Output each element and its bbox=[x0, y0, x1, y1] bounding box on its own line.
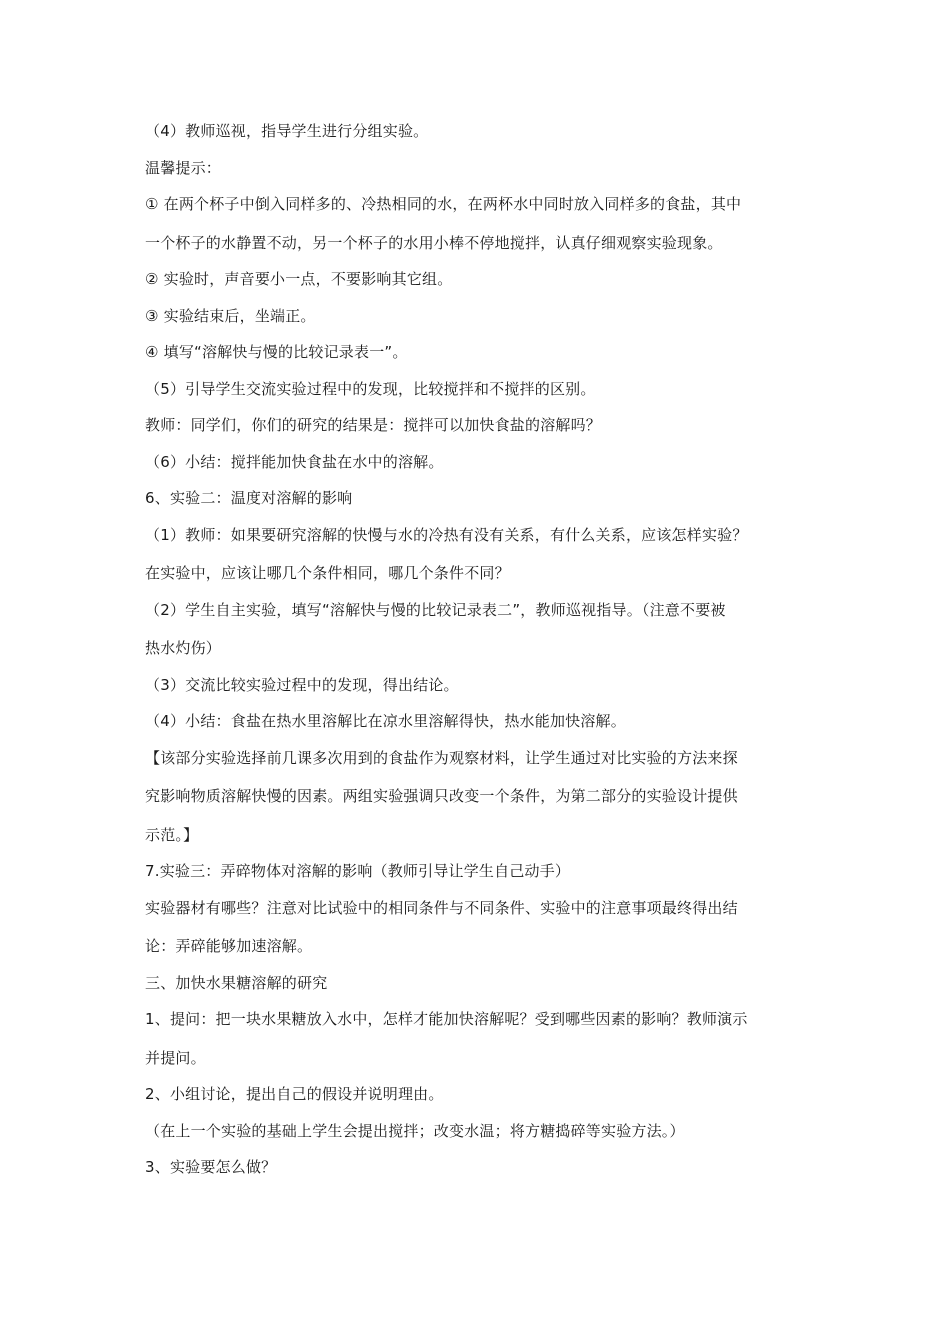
paragraph-exp2-step-1 bbox=[145, 524, 810, 585]
paragraph-step-6-summary bbox=[145, 451, 810, 473]
paragraph-line: 并提问。 bbox=[145, 1048, 206, 1067]
paragraph-tip-3 bbox=[145, 305, 810, 327]
document-body bbox=[145, 120, 810, 1193]
paragraph-line: （6）小结：搅拌能加快食盐在水中的溶解。 bbox=[145, 452, 444, 471]
paragraph-section-3-heading bbox=[145, 972, 810, 994]
paragraph-line: （在上一个实验的基础上学生会提出搅拌；改变水温；将方糖捣碎等实验方法。） bbox=[145, 1121, 685, 1140]
paragraph-line: 热水灼伤） bbox=[145, 639, 222, 657]
paragraph-line: （4）教师巡视，指导学生进行分组实验。 bbox=[145, 122, 429, 140]
paragraph-experiment-3-heading bbox=[145, 860, 810, 882]
paragraph-tips-heading bbox=[145, 157, 810, 179]
paragraph-section-3-note bbox=[145, 1120, 810, 1142]
paragraph-line: 究影响物质溶解快慢的因素。两组实验强调只改变一个条件，为第二部分的实验设计提供 bbox=[145, 787, 738, 805]
paragraph-section-3-step-2 bbox=[145, 1083, 810, 1105]
paragraph-exp2-step-3 bbox=[145, 674, 810, 696]
paragraph-teacher-question bbox=[145, 414, 810, 436]
paragraph-line: ① 在两个杯子中倒入同样多的、冷热相同的水，在两杯水中同时放入同样多的食盐，其中 bbox=[145, 195, 742, 213]
paragraph-line: 论：弄碎能够加速溶解。 bbox=[145, 937, 313, 955]
paragraph-line: ② 实验时，声音要小一点，不要影响其它组。 bbox=[145, 270, 453, 288]
paragraph-exp2-step-2 bbox=[145, 599, 810, 660]
paragraph-tip-4 bbox=[145, 341, 810, 363]
paragraph-line: 示范。】 bbox=[145, 825, 199, 844]
paragraph-section-3-step-1 bbox=[145, 1008, 810, 1069]
paragraph-step-5 bbox=[145, 378, 810, 400]
paragraph-line: ③ 实验结束后，坐端正。 bbox=[145, 306, 316, 325]
paragraph-line: 在实验中，应该让哪几个条件相同，哪几个条件不同？ bbox=[145, 564, 510, 582]
paragraph-line: 7.实验三：弄碎物体对溶解的影响（教师引导让学生自己动手） bbox=[145, 862, 571, 880]
paragraph-line: （2）学生自主实验，填写“溶解快与慢的比较记录表二”，教师巡视指导。（注意不要被 bbox=[145, 600, 726, 619]
paragraph-line: （4）小结：食盐在热水里溶解比在凉水里溶解得快，热水能加快溶解。 bbox=[145, 712, 626, 730]
paragraph-line: 3、实验要怎么做？ bbox=[145, 1158, 277, 1176]
paragraph-line: 一个杯子的水静置不动，另一个杯子的水用小棒不停地搅拌，认真仔细观察实验现象。 bbox=[145, 233, 723, 252]
paragraph-line: 1、提问：把一块水果糖放入水中，怎样才能加快溶解呢？受到哪些因素的影响？教师演示 bbox=[145, 1010, 748, 1028]
paragraph-line: 温馨提示： bbox=[145, 158, 222, 177]
paragraph-exp3-materials bbox=[145, 897, 810, 958]
paragraph-experiment-2-heading bbox=[145, 487, 810, 509]
paragraph-line: 2、小组讨论，提出自己的假设并说明理由。 bbox=[145, 1085, 444, 1103]
paragraph-line: ④ 填写“溶解快与慢的比较记录表一”。 bbox=[145, 343, 408, 361]
paragraph-line: 【该部分实验选择前几课多次用到的食盐作为观察材料，让学生通过对比实验的方法来探 bbox=[145, 748, 738, 767]
paragraph-exp2-step-4 bbox=[145, 710, 810, 732]
paragraph-line: 教师：同学们，你们的研究的结果是：搅拌可以加快食盐的溶解吗？ bbox=[145, 416, 602, 434]
paragraph-step-4-patrol bbox=[145, 120, 810, 142]
paragraph-line: （5）引导学生交流实验过程中的发现，比较搅拌和不搅拌的区别。 bbox=[145, 379, 596, 398]
paragraph-line: （3）交流比较实验过程中的发现，得出结论。 bbox=[145, 675, 459, 694]
paragraph-tip-1 bbox=[145, 193, 810, 254]
paragraph-line: 三、加快水果糖溶解的研究 bbox=[145, 973, 328, 992]
paragraph-line: 6、实验二：温度对溶解的影响 bbox=[145, 489, 353, 507]
paragraph-design-note bbox=[145, 747, 810, 846]
paragraph-line: 实验器材有哪些？注意对比试验中的相同条件与不同条件、实验中的注意事项最终得出结 bbox=[145, 898, 738, 917]
paragraph-line: （1）教师：如果要研究溶解的快慢与水的冷热有没有关系，有什么关系，应该怎样实验？ bbox=[145, 525, 748, 544]
paragraph-section-3-step-3 bbox=[145, 1156, 810, 1178]
paragraph-tip-2 bbox=[145, 268, 810, 290]
